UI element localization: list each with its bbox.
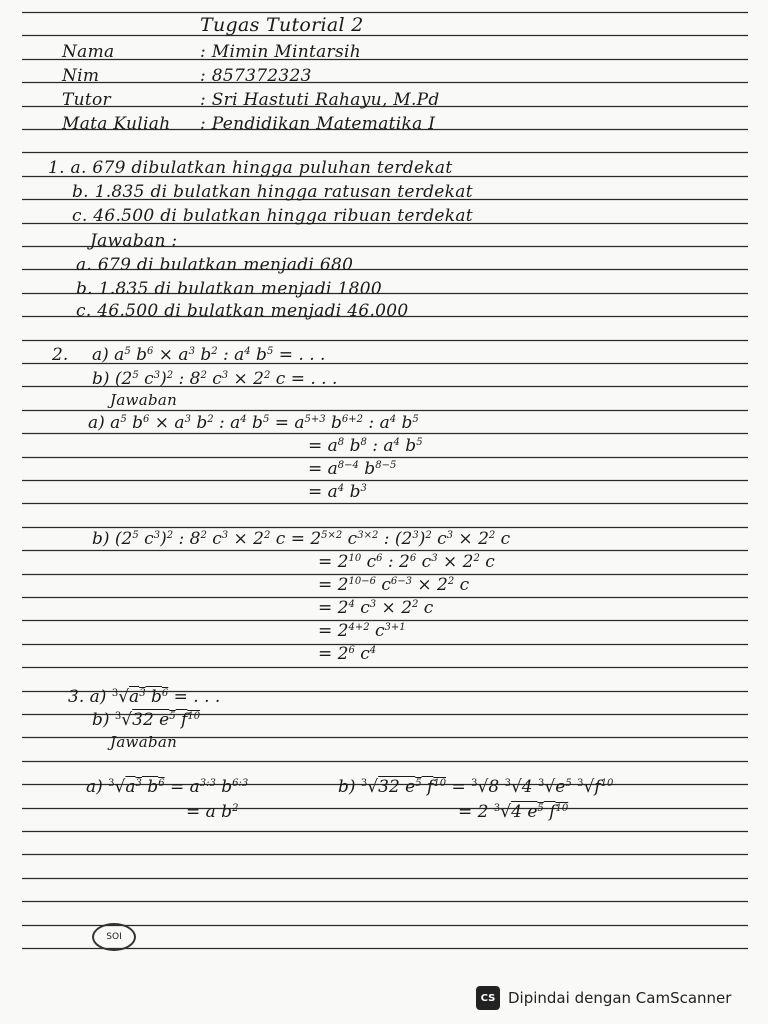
camscanner-icon: CS [476, 986, 500, 1010]
field-value-tutor: : Sri Hastuti Rahayu, M.Pd [200, 90, 440, 110]
q2-answer-b-step2: = $2^{10}$ $c^6$ : $2^6$ $c^3 \times 2^2$ c [318, 552, 495, 572]
field-label-nim: Nim [62, 66, 100, 86]
q3-answer-b-step1: b) $^3$√32 $e^5$ $f^{10} = ^3√8$ $^3$√4 $^3√e^5$ $^3√f^{10}$ [338, 777, 614, 797]
q1-item-a: 1. a. 679 dibulatkan hingga puluhan terdekat [48, 158, 453, 178]
field-label-nama: Nama [62, 42, 115, 62]
q1-item-b: b. 1.835 di bulatkan hingga ratusan terdekat [72, 182, 473, 202]
q3-problem-b: b) $^3$√32 $e^5$ $f^{10}$ [92, 710, 201, 730]
q3-answer-b-result: = 2 $^3$√4 $e^5$ $f^{10}$ [458, 802, 569, 822]
scanner-text: Dipindai dengan CamScanner [508, 989, 732, 1007]
q2-number: 2. [52, 345, 69, 365]
q2-answer-b-step5: = $2^{4+2}$ $c^{3+1}$ [318, 621, 406, 641]
q2-answer-a-step2: = $a^8$ $b^8$ : $a^4$ $b^5$ [308, 436, 423, 456]
q1-answer-b: b. 1.835 di bulatkan menjadi 1800 [76, 279, 382, 299]
field-value-matakuliah: : Pendidikan Matematika I [200, 114, 436, 134]
q1-answer-a: a. 679 di bulatkan menjadi 680 [76, 255, 354, 275]
page-title: Tugas Tutorial 2 [200, 14, 364, 36]
q2-answer-label: Jawaban [110, 391, 178, 409]
q3-answer-label: Jawaban [110, 733, 178, 751]
field-value-nim: : 857372323 [200, 66, 312, 86]
q2-answer-b-result: = $2^6$ $c^4$ [318, 644, 377, 664]
q1-answer-label: Jawaban : [90, 231, 178, 251]
field-value-nama: : Mimin Mintarsih [200, 42, 361, 62]
q2-answer-b-step4: = $2^4$ $c^3 \times 2^2$ c [318, 598, 434, 618]
field-label-tutor: Tutor [62, 90, 111, 110]
q2-problem-b: b) ($2^5$ $c^3)^2$ : $8^2$ $c^3 \times 2^2$ c = . . . [92, 369, 338, 389]
q2-answer-a-step1: a) $a^5$ $b^6 \times a^3$ $b^2$ : $a^4$ $b^5 = a^{5+3}$ $b^{6+2}$ : $a^4$ $b^5$ [88, 413, 419, 433]
q2-answer-a-step3: = $a^{8-4}$ $b^{8-5}$ [308, 459, 397, 479]
q1-answer-c: c. 46.500 di bulatkan menjadi 46.000 [76, 301, 409, 321]
q3-answer-a-step1: a) $^3√a^3$ $b^6 = a^{3:3}$ $b^{6:3}$ [86, 777, 249, 797]
field-label-matakuliah: Mata Kuliah [62, 114, 171, 134]
q2-answer-b-step3: = $2^{10-6}$ $c^{6-3} \times 2^2$ c [318, 575, 470, 595]
q2-problem-a: a) $a^5$ $b^6 \times a^3$ $b^2$ : $a^4$ $b^5$ = . . . [92, 345, 326, 365]
q3-answer-a-result: = a $b^2$ [186, 802, 239, 822]
q1-item-c: c. 46.500 di bulatkan hingga ribuan terdekat [72, 206, 473, 226]
q2-answer-a-result: = $a^4$ $b^3$ [308, 482, 367, 502]
q3-problem-a: 3. a) $^3√a^3$ $b^6$ = . . . [68, 687, 221, 707]
page-stamp: SOI [92, 923, 136, 951]
scanner-watermark [476, 982, 760, 1014]
q2-answer-b-step1: b) ($2^5$ $c^3)^2$ : $8^2$ $c^3 \times 2^2$ $c = 2^{5\times 2}$ $c^{3\times 2}$ : $(2^3)^2$ $c^3 \times 2^2$ c [92, 529, 511, 549]
